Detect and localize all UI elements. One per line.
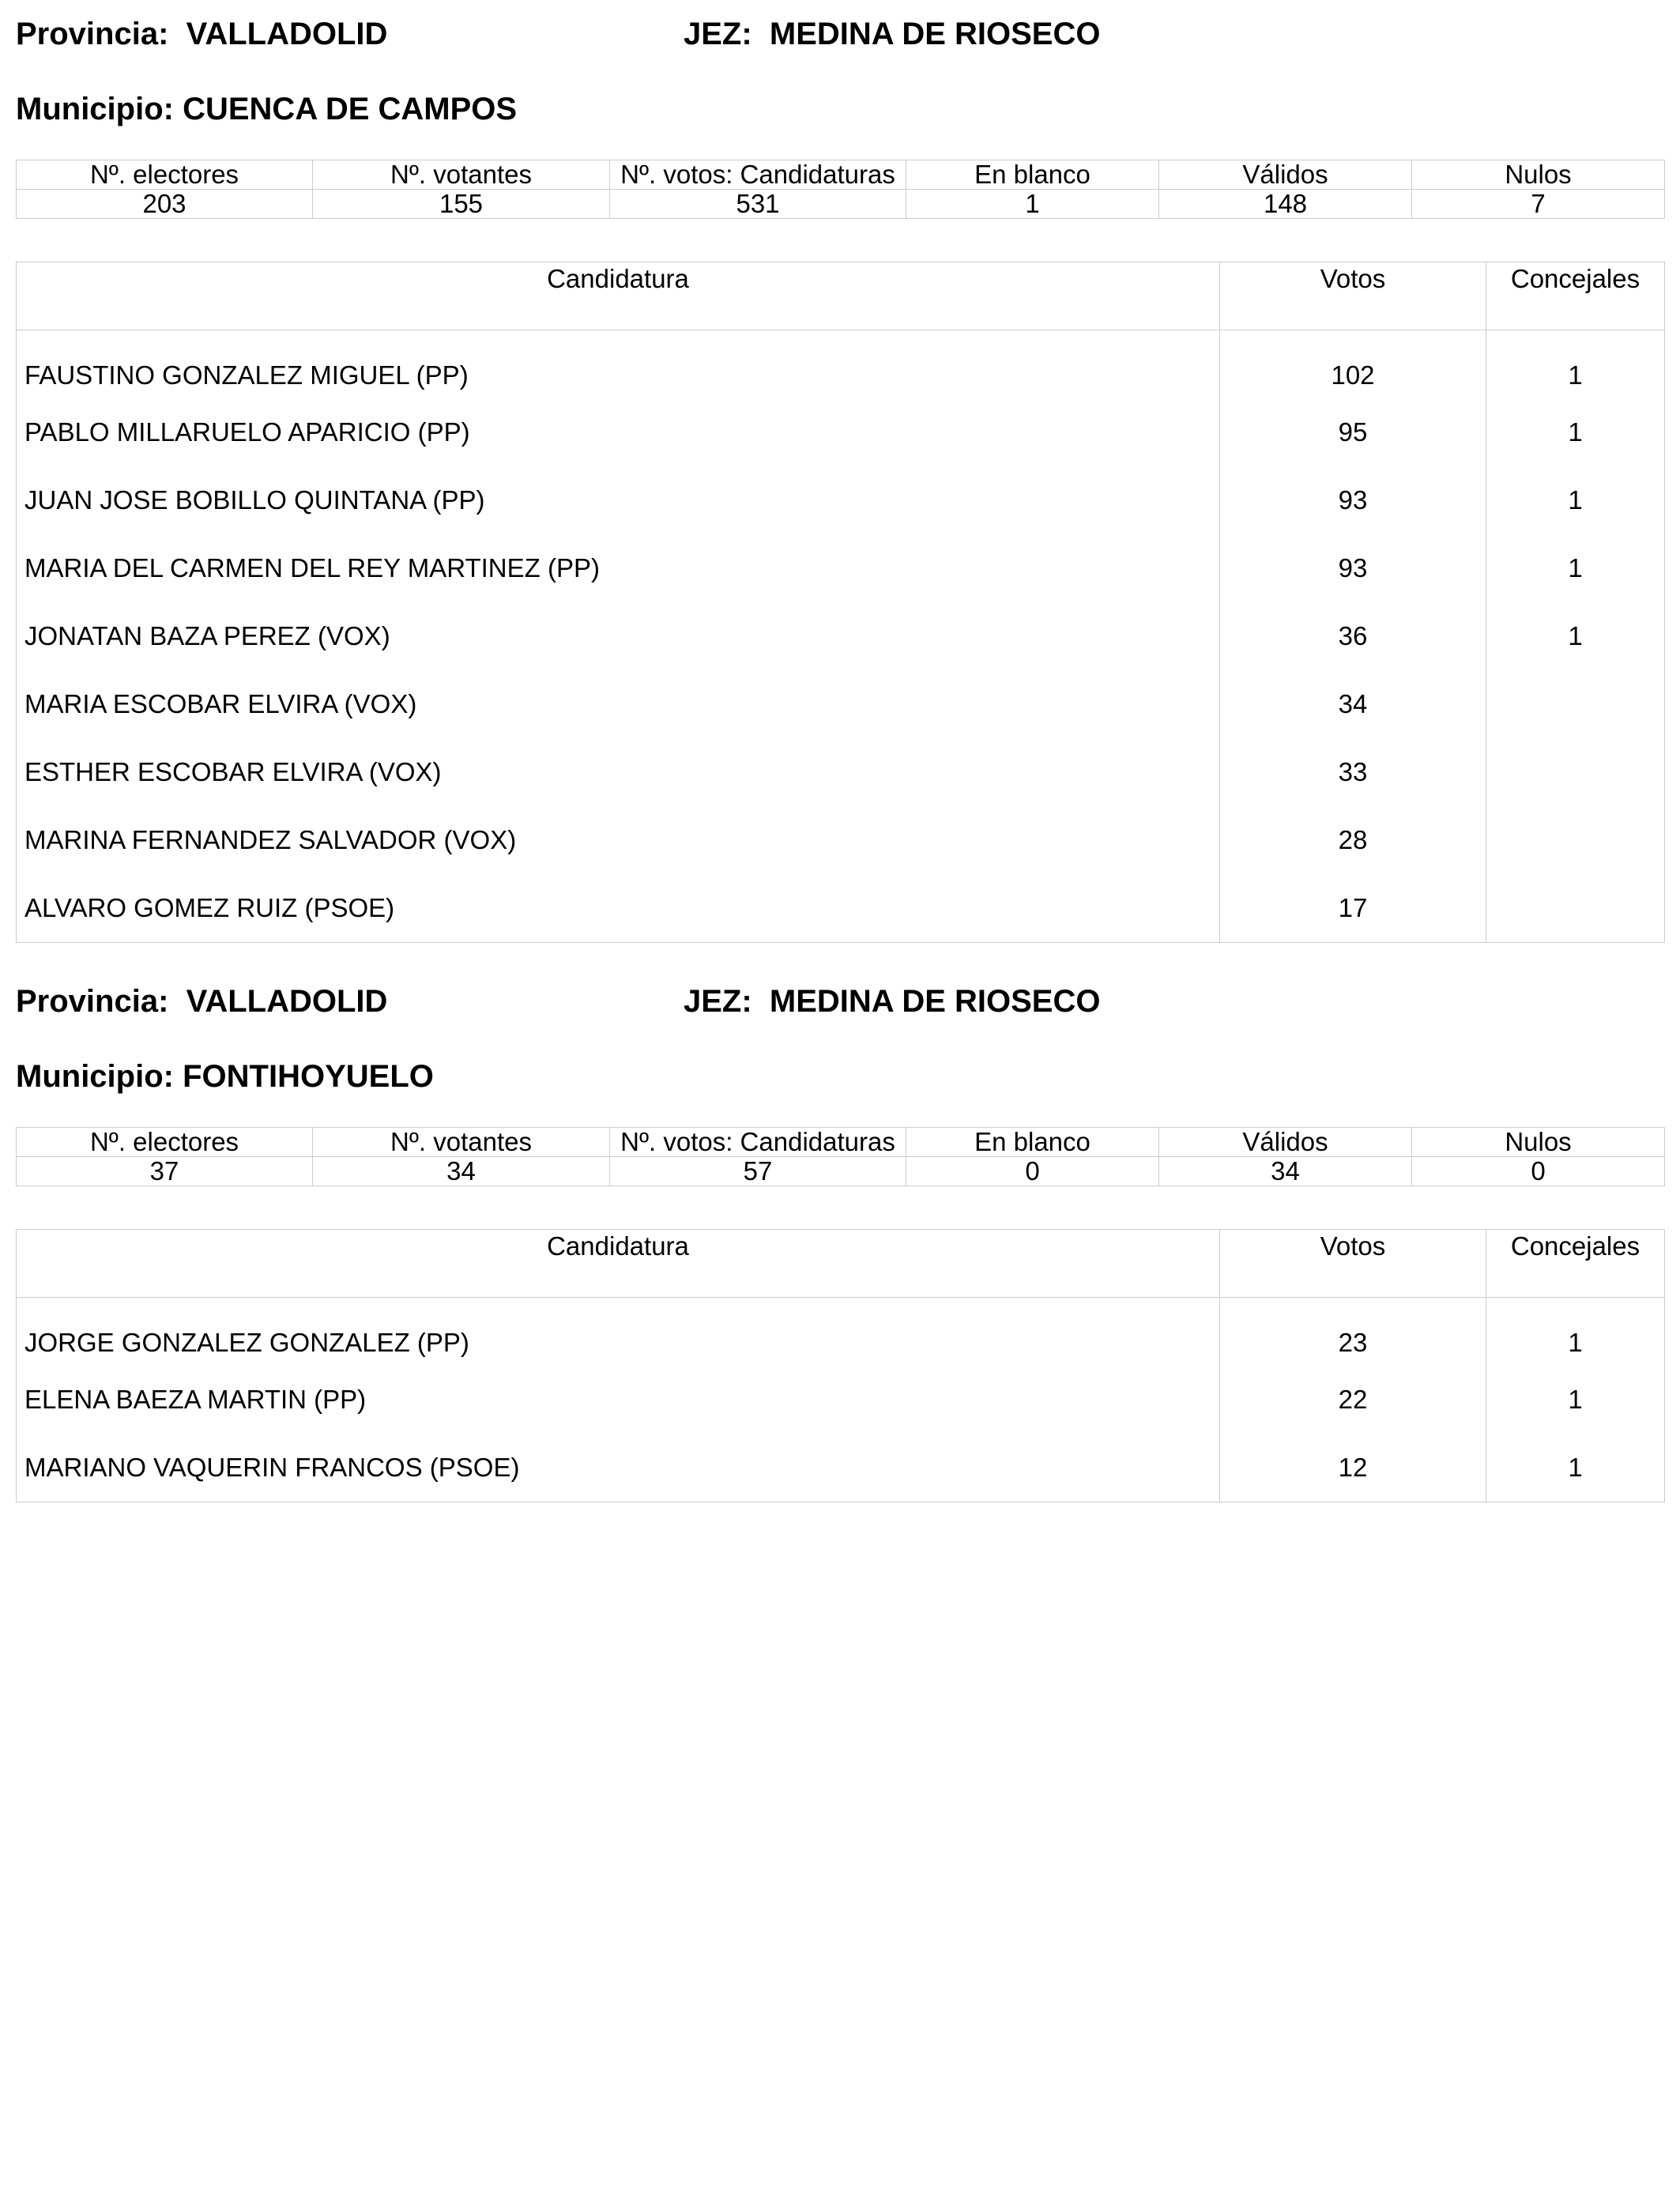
candidate-concejales: 1 xyxy=(1486,1366,1665,1434)
summary-value-votantes: 155 xyxy=(313,190,610,219)
summary-header-electores: Nº. electores xyxy=(17,160,313,190)
provincia-heading xyxy=(16,14,387,54)
summary-value-en-blanco: 1 xyxy=(906,190,1159,219)
candidate-name: MARINA FERNANDEZ SALVADOR (VOX) xyxy=(17,806,1220,874)
table-row xyxy=(17,670,1665,738)
candidate-concejales xyxy=(1486,738,1665,806)
header-candidatura: Candidatura xyxy=(17,1230,1220,1298)
jez-label: JEZ: xyxy=(684,984,752,1019)
summary-header-nulos: Nulos xyxy=(1412,160,1665,190)
header-concejales: Concejales xyxy=(1486,1230,1665,1298)
candidate-concejales xyxy=(1486,874,1665,943)
summary-header-row xyxy=(17,1128,1665,1157)
candidate-concejales xyxy=(1486,806,1665,874)
candidate-name: MARIANO VAQUERIN FRANCOS (PSOE) xyxy=(17,1434,1220,1502)
header-votos: Votos xyxy=(1220,262,1486,330)
candidate-concejales: 1 xyxy=(1486,330,1665,399)
candidate-name: ALVARO GOMEZ RUIZ (PSOE) xyxy=(17,874,1220,943)
municipio-heading xyxy=(16,89,517,129)
header-candidatura: Candidatura xyxy=(17,262,1220,330)
jez-value: MEDINA DE RIOSECO xyxy=(769,17,1101,51)
candidates-header-row xyxy=(17,262,1665,330)
municipio-section-1 xyxy=(16,14,1664,943)
summary-value-validos: 148 xyxy=(1159,190,1412,219)
summary-value-validos: 34 xyxy=(1159,1157,1412,1186)
summary-value-electores: 203 xyxy=(17,190,313,219)
jez-heading xyxy=(684,982,1100,1021)
candidate-votos: 102 xyxy=(1220,330,1486,399)
jez-heading xyxy=(684,14,1100,54)
candidate-votos: 36 xyxy=(1220,602,1486,670)
municipio-label: Municipio: xyxy=(16,92,174,126)
summary-value-row xyxy=(17,190,1665,219)
table-row xyxy=(17,806,1665,874)
summary-value-votantes: 34 xyxy=(313,1157,610,1186)
table-row xyxy=(17,1298,1665,1367)
summary-value-row xyxy=(17,1157,1665,1186)
candidate-votos: 93 xyxy=(1220,466,1486,534)
candidate-name: ESTHER ESCOBAR ELVIRA (VOX) xyxy=(17,738,1220,806)
summary-header-votantes: Nº. votantes xyxy=(313,1128,610,1157)
candidates-table xyxy=(16,262,1665,943)
table-row xyxy=(17,602,1665,670)
table-row xyxy=(17,738,1665,806)
provincia-heading xyxy=(16,982,387,1021)
candidate-name: MARIA DEL CARMEN DEL REY MARTINEZ (PP) xyxy=(17,534,1220,602)
summary-header-votos-candidaturas: Nº. votos: Candidaturas xyxy=(610,1128,906,1157)
summary-header-validos: Válidos xyxy=(1159,160,1412,190)
provincia-label: Provincia: xyxy=(16,17,169,51)
candidate-name: ELENA BAEZA MARTIN (PP) xyxy=(17,1366,1220,1434)
candidate-votos: 34 xyxy=(1220,670,1486,738)
candidate-concejales: 1 xyxy=(1486,466,1665,534)
candidate-concejales: 1 xyxy=(1486,1298,1665,1367)
table-row xyxy=(17,874,1665,943)
summary-header-row xyxy=(17,160,1665,190)
candidate-votos: 12 xyxy=(1220,1434,1486,1502)
summary-header-en-blanco: En blanco xyxy=(906,160,1159,190)
table-row xyxy=(17,330,1665,399)
municipio-label: Municipio: xyxy=(16,1059,174,1094)
summary-value-votos-candidaturas: 531 xyxy=(610,190,906,219)
table-row xyxy=(17,466,1665,534)
table-row xyxy=(17,398,1665,466)
summary-value-votos-candidaturas: 57 xyxy=(610,1157,906,1186)
summary-header-en-blanco: En blanco xyxy=(906,1128,1159,1157)
summary-header-validos: Válidos xyxy=(1159,1128,1412,1157)
candidate-concejales xyxy=(1486,670,1665,738)
table-row xyxy=(17,534,1665,602)
candidate-votos: 17 xyxy=(1220,874,1486,943)
jez-value: MEDINA DE RIOSECO xyxy=(769,984,1101,1019)
summary-value-nulos: 0 xyxy=(1412,1157,1665,1186)
candidate-concejales: 1 xyxy=(1486,534,1665,602)
candidates-header-row xyxy=(17,1230,1665,1298)
provincia-label: Provincia: xyxy=(16,984,169,1019)
candidate-name: MARIA ESCOBAR ELVIRA (VOX) xyxy=(17,670,1220,738)
candidate-votos: 95 xyxy=(1220,398,1486,466)
table-row xyxy=(17,1366,1665,1434)
summary-table xyxy=(16,1127,1665,1186)
candidate-name: JUAN JOSE BOBILLO QUINTANA (PP) xyxy=(17,466,1220,534)
candidate-votos: 33 xyxy=(1220,738,1486,806)
candidate-votos: 93 xyxy=(1220,534,1486,602)
municipio-heading xyxy=(16,1057,434,1096)
candidate-votos: 28 xyxy=(1220,806,1486,874)
provincia-value: VALLADOLID xyxy=(186,17,388,51)
municipio-value: CUENCA DE CAMPOS xyxy=(183,92,518,126)
summary-value-en-blanco: 0 xyxy=(906,1157,1159,1186)
header-concejales: Concejales xyxy=(1486,262,1665,330)
header-votos: Votos xyxy=(1220,1230,1486,1298)
summary-header-nulos: Nulos xyxy=(1412,1128,1665,1157)
candidate-name: FAUSTINO GONZALEZ MIGUEL (PP) xyxy=(17,330,1220,399)
candidates-table xyxy=(16,1229,1665,1502)
municipio-value: FONTIHOYUELO xyxy=(183,1059,434,1094)
summary-header-votantes: Nº. votantes xyxy=(313,160,610,190)
summary-header-votos-candidaturas: Nº. votos: Candidaturas xyxy=(610,160,906,190)
candidate-name: JORGE GONZALEZ GONZALEZ (PP) xyxy=(17,1298,1220,1367)
summary-header-electores: Nº. electores xyxy=(17,1128,313,1157)
candidate-concejales: 1 xyxy=(1486,602,1665,670)
provincia-value: VALLADOLID xyxy=(186,984,388,1019)
municipio-section-2 xyxy=(16,982,1664,1503)
candidate-concejales: 1 xyxy=(1486,1434,1665,1502)
candidate-concejales: 1 xyxy=(1486,398,1665,466)
candidate-votos: 22 xyxy=(1220,1366,1486,1434)
candidate-name: PABLO MILLARUELO APARICIO (PP) xyxy=(17,398,1220,466)
jez-label: JEZ: xyxy=(684,17,752,51)
summary-table xyxy=(16,160,1665,219)
table-row xyxy=(17,1434,1665,1502)
candidate-votos: 23 xyxy=(1220,1298,1486,1367)
summary-value-electores: 37 xyxy=(17,1157,313,1186)
summary-value-nulos: 7 xyxy=(1412,190,1665,219)
candidate-name: JONATAN BAZA PEREZ (VOX) xyxy=(17,602,1220,670)
